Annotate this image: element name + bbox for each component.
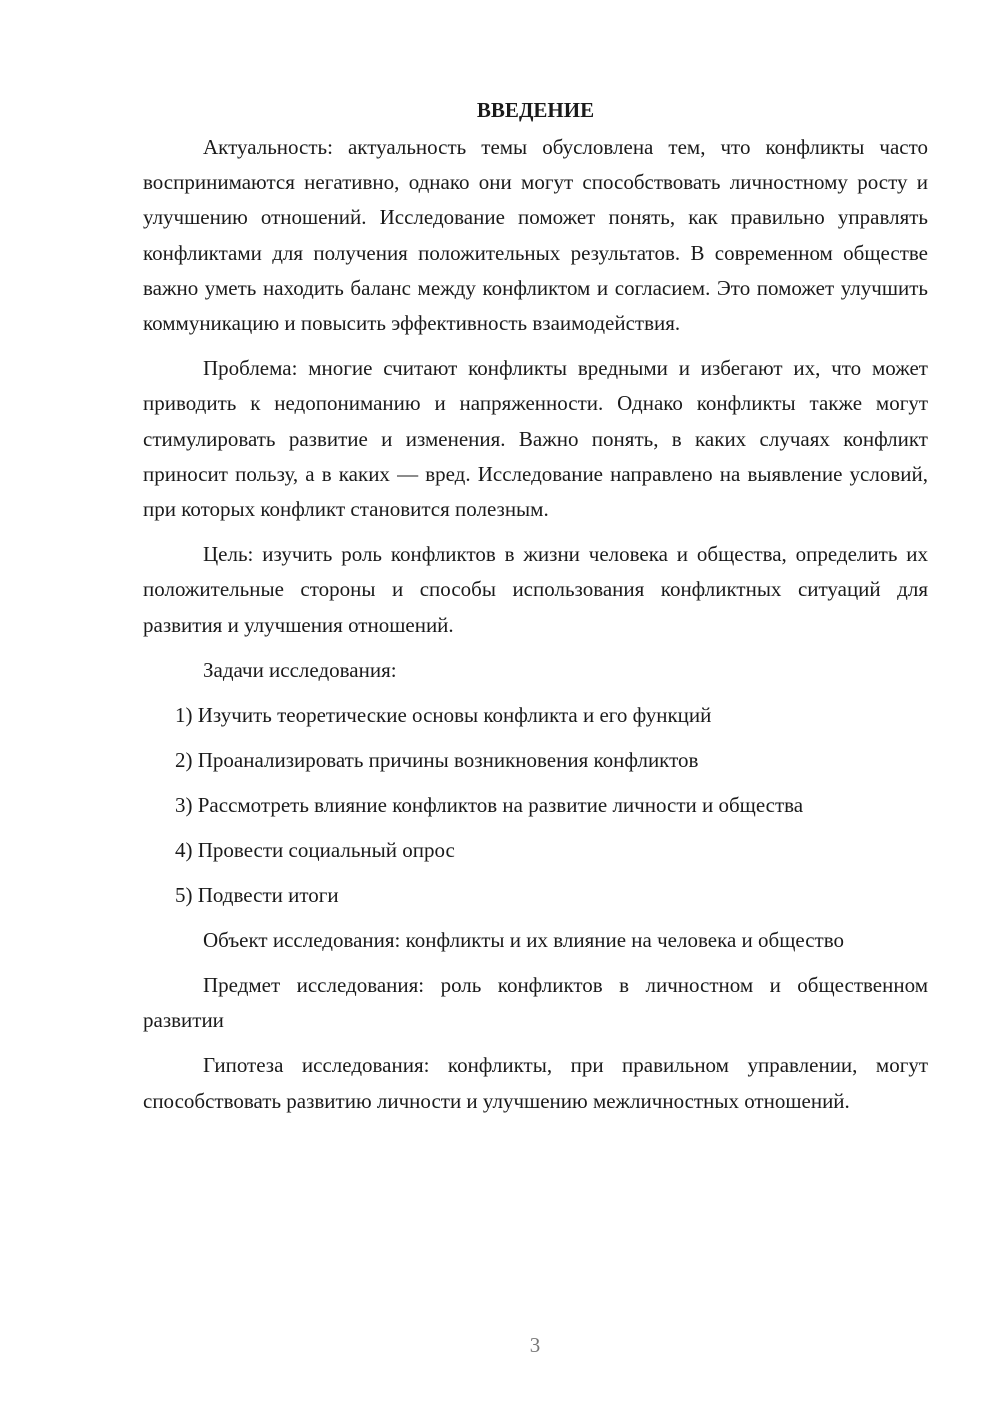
tasks-list (143, 698, 928, 913)
hypothesis-paragraph: Гипотеза исследования: конфликты, при правильном управлении, могут способствовать развитию личности и улучшению межличностных отношений. (143, 1053, 928, 1113)
list-item: 4) Провести социальный опрос (175, 837, 455, 862)
goal-paragraph: Цель: изучить роль конфликтов в жизни человека и общества, определить их положительные стороны и способы использования конфликтных ситуаций для развития и улучшения отношений. (143, 542, 928, 637)
document-page (143, 94, 928, 1129)
page-number: 3 (529, 1333, 541, 1357)
subject-paragraph: Предмет исследования: роль конфликтов в личностном и общественном развитии (143, 973, 928, 1033)
page-title: ВВЕДЕНИЕ (476, 98, 595, 122)
list-item: 3) Рассмотреть влияние конфликтов на развитие личности и общества (175, 792, 804, 817)
list-item: 5) Подвести итоги (175, 882, 339, 907)
tasks-heading: Задачи исследования: (203, 657, 397, 682)
relevance-paragraph: Актуальность: актуальность темы обусловлена тем, что конфликты часто воспринимаются негативно, однако они могут способствовать личностному росту и улучшению отношений. Исследование поможет понять, как правильно управлять конфликтами для получения положительных результатов. В современном обществе важно уметь находить баланс между конфликтом и согласием. Это поможет улучшить коммуникацию и повысить эффективность взаимодействия. (143, 135, 928, 336)
list-item: 1) Изучить теоретические основы конфликта и его функций (175, 702, 712, 727)
object-paragraph: Объект исследования: конфликты и их влияние на человека и общество (203, 927, 845, 952)
list-item: 2) Проанализировать причины возникновения конфликтов (175, 747, 699, 772)
problem-paragraph: Проблема: многие считают конфликты вредными и избегают их, что может приводить к недопониманию и напряженности. Однако конфликты также могут стимулировать развитие и изменения. Важно понять, в каких случаях конфликт приносит пользу, а в каких — вред. Исследование направлено на выявление условий, при которых конфликт становится полезным. (143, 356, 928, 522)
